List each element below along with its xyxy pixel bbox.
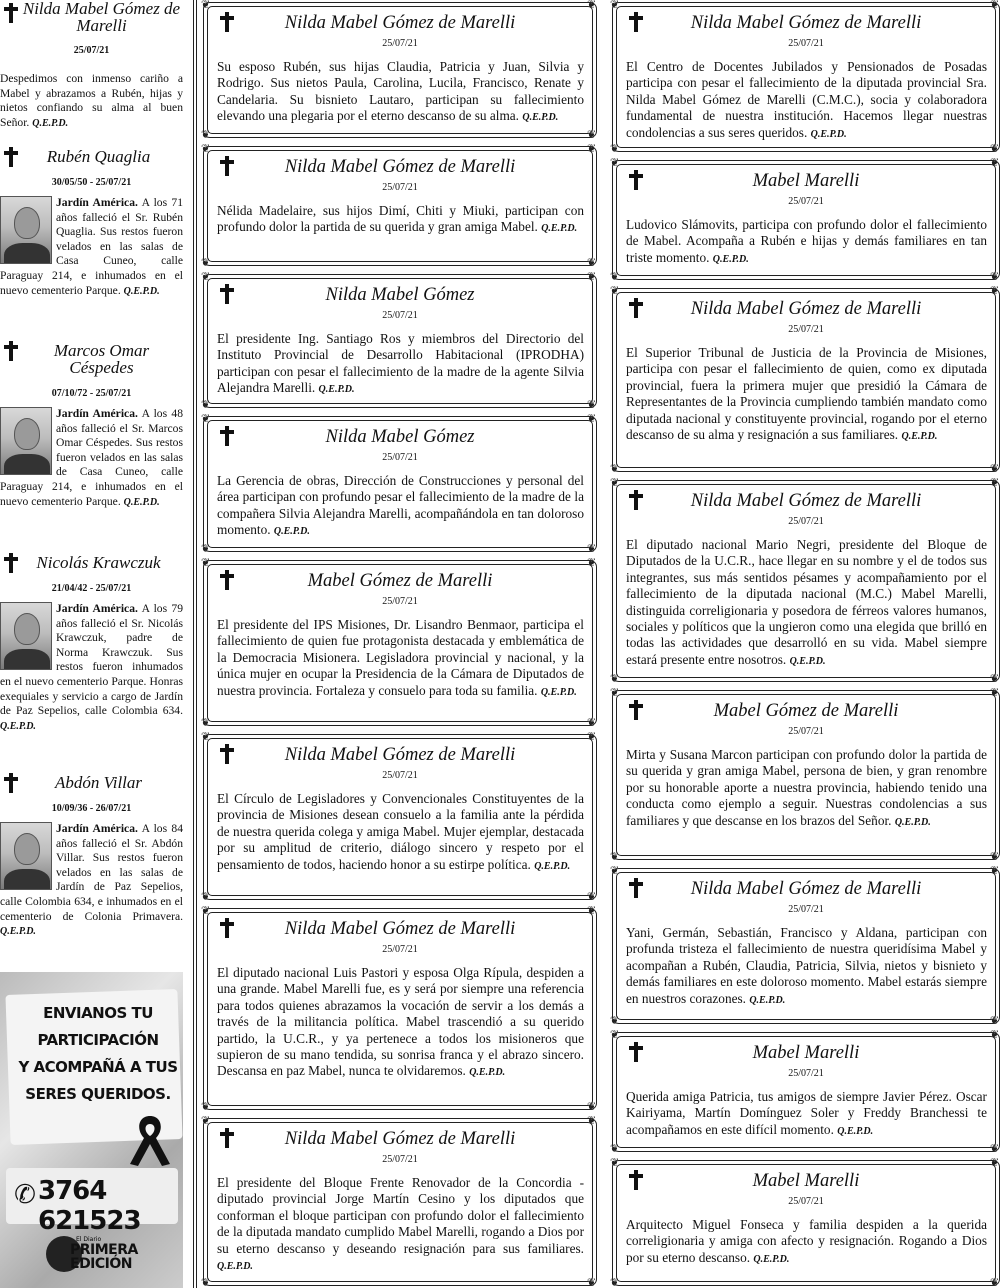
notice-body: Su esposo Rubén, sus hijas Claudia, Patricia y Juan, Silvia y Rodrigo. Sus nietos Paula, Carolina, Lucila, Francisco, Renate y Candelaria. Su bisnieto Lautaro, participan su fallecimiento elevando una plegaria por el eterno descanso de su alma. — [217, 59, 584, 124]
corner-ornament-icon: ❦ — [587, 0, 597, 11]
corner-ornament-icon: ❦ — [587, 904, 597, 917]
corner-ornament-icon: ❦ — [201, 1114, 211, 1127]
obituary-date: 25/07/21 — [73, 45, 110, 56]
corner-ornament-icon: ❦ — [990, 1276, 1000, 1288]
corner-ornament-icon: ❦ — [610, 1276, 620, 1288]
notice-name: Nilda Mabel Gómez de Marelli — [284, 745, 516, 765]
notice-box — [610, 864, 1000, 1027]
notice-text — [613, 345, 999, 445]
ad-headline — [18, 1000, 178, 1108]
cross-icon — [2, 772, 20, 794]
obituary-text — [0, 602, 183, 734]
corner-ornament-icon: ❦ — [587, 398, 597, 411]
corner-ornament-icon: ❦ — [587, 1100, 597, 1113]
left-obituary-column — [0, 0, 183, 1288]
primera-edicion-logo — [46, 1234, 142, 1276]
notice-box — [610, 284, 1000, 475]
qepd-label: Q.E.P.D. — [522, 112, 559, 124]
corner-ornament-icon: ❦ — [610, 0, 620, 11]
notice-date: 25/07/21 — [788, 904, 824, 915]
ad-line-1: ENVIANOS TU — [43, 1004, 153, 1022]
notice-body: Mirta y Susana Marcon participan con profundo dolor la partida de su querida y gran amiga Mabel, persona de bien, y gran renombre por su honorable aporte a nuestra provincia, habiendo tenido una conducta como ejemplo a seguir. Nuestras condolencias a sus familiares y que descanse en los brazos del Señor. — [626, 747, 987, 828]
corner-ornament-icon: ❦ — [201, 142, 211, 155]
obituary-date: 21/04/42 - 25/07/21 — [51, 583, 132, 594]
obituary-date: 07/10/72 - 25/07/21 — [51, 388, 132, 399]
corner-ornament-icon: ❦ — [587, 412, 597, 425]
qepd-label: Q.E.P.D. — [712, 253, 749, 265]
cross-icon — [2, 552, 20, 574]
corner-ornament-icon: ❦ — [201, 0, 211, 11]
notice-text — [613, 217, 999, 268]
cross-icon — [627, 1041, 645, 1063]
qepd-label: Q.E.P.D. — [0, 926, 36, 938]
corner-ornament-icon: ❦ — [990, 864, 1000, 877]
notice-box — [610, 1028, 1000, 1155]
notice-box — [610, 156, 1000, 283]
corner-ornament-icon: ❦ — [201, 270, 211, 283]
cross-icon — [627, 297, 645, 319]
whatsapp-icon: ✆ — [14, 1180, 36, 1209]
notice-body: Nélida Madelaire, sus hijos Dimí, Chiti y Miuki, participan con profundo dolor la partida de su querida y gran amiga Mabel. — [217, 203, 584, 235]
notice-body: El presidente Ing. Santiago Ros y miembros del Directorio del Instituto Provincial de Desarrollo Habitacional (IPRODHA) participan con pesar el fallecimiento de la madre de la agente Silvia Alejandra Marelli. — [217, 331, 584, 396]
qepd-label: Q.E.P.D. — [469, 1067, 506, 1079]
qepd-label: Q.E.P.D. — [749, 994, 786, 1006]
obituary-body: A los 79 años falleció el Sr. Nicolás Krawczuk, padre de Norma Krawczuk. Sus restos fueron inhumados en el nuevo cementerio Parque. Honras exequiales y servicio a cargo de Jardín de Paz Sepelios, calle Colombia 634. — [0, 602, 183, 718]
cross-icon — [627, 11, 645, 33]
corner-ornament-icon: ❦ — [610, 686, 620, 699]
qepd-label: Q.E.P.D. — [789, 655, 826, 667]
cross-icon — [627, 1169, 645, 1191]
corner-ornament-icon: ❦ — [610, 1142, 620, 1155]
obituary-date: 30/05/50 - 25/07/21 — [51, 177, 132, 188]
notice-box — [201, 730, 597, 903]
corner-ornament-icon: ❦ — [201, 128, 211, 141]
obituary-text — [0, 72, 183, 131]
corner-ornament-icon: ❦ — [587, 556, 597, 569]
corner-ornament-icon: ❦ — [587, 730, 597, 743]
notice-body: Ludovico Slámovits, participa con profundo dolor el fallecimiento de Mabel. Acompaña a Rubén e hijas y demás familiares en tan triste momento. — [626, 217, 987, 265]
corner-ornament-icon: ❦ — [610, 864, 620, 877]
notice-date: 25/07/21 — [382, 452, 418, 463]
notice-box — [610, 476, 1000, 685]
cross-icon — [218, 917, 236, 939]
notice-text — [613, 925, 999, 1009]
notice-date: 25/07/21 — [382, 38, 418, 49]
corner-ornament-icon: ❦ — [201, 890, 211, 903]
corner-ornament-icon: ❦ — [201, 730, 211, 743]
notice-name: Mabel Gómez de Marelli — [307, 571, 493, 591]
obituary-name: Nicolás Krawczuk — [36, 553, 161, 572]
corner-ornament-icon: ❦ — [201, 716, 211, 729]
notice-body: El presidente del IPS Misiones, Dr. Lisandro Benmaor, participa el fallecimiento de quien fue protagonista destacada y emblemática de la Democracia Misionera. Legisladora provincial y nacional, y la única mujer en ocupar la Presidencia de la Cámara de Diputados de nuestra provincia. Fortaleza y consuelo para toda su familia. — [217, 617, 584, 698]
qepd-label: Q.E.P.D. — [534, 860, 571, 872]
corner-ornament-icon: ❦ — [610, 1156, 620, 1169]
corner-ornament-icon: ❦ — [990, 0, 1000, 11]
notice-box — [610, 1156, 1000, 1288]
obituary-text — [0, 822, 183, 940]
deceased-photo — [0, 407, 52, 475]
cross-icon — [218, 1127, 236, 1149]
corner-ornament-icon: ❦ — [587, 256, 597, 269]
notice-name: Nilda Mabel Gómez de Marelli — [284, 157, 516, 177]
notice-date: 25/07/21 — [788, 196, 824, 207]
notice-date: 25/07/21 — [788, 324, 824, 335]
notice-text — [613, 747, 999, 831]
qepd-label: Q.E.P.D. — [753, 1253, 790, 1265]
corner-ornament-icon: ❦ — [990, 462, 1000, 475]
deceased-photo — [0, 196, 52, 264]
cross-icon — [2, 340, 20, 362]
mourning-ribbon-icon — [122, 1112, 178, 1168]
ad-phone-number[interactable]: 3764 621523 — [38, 1176, 141, 1236]
notice-text — [613, 1217, 999, 1268]
cross-icon — [2, 2, 20, 24]
corner-ornament-icon: ❦ — [587, 142, 597, 155]
notice-date: 25/07/21 — [788, 38, 824, 49]
notice-name: Nilda Mabel Gómez de Marelli — [284, 13, 516, 33]
notice-text — [613, 537, 999, 670]
notice-name: Nilda Mabel Gómez de Marelli — [690, 299, 922, 319]
corner-ornament-icon: ❦ — [990, 1156, 1000, 1169]
notice-name: Nilda Mabel Gómez de Marelli — [284, 919, 516, 939]
qepd-label: Q.E.P.D. — [0, 720, 36, 732]
corner-ornament-icon: ❦ — [990, 1014, 1000, 1027]
ad-line-2: PARTICIPACIÓN — [37, 1031, 159, 1049]
obituary-body: Despedimos con inmenso cariño a Mabel y abrazamos a Rubén, hijas y nietos confiando su alma al buen Señor. — [0, 72, 183, 129]
corner-ornament-icon: ❦ — [610, 156, 620, 169]
obituary-body: A los 48 años falleció el Sr. Marcos Omar Céspedes. Sus restos fueron velados en las salas de Casa Cuneo, calle Paraguay 214, e inhumados en el nuevo cementerio Parque. — [0, 407, 183, 508]
notice-text — [204, 331, 596, 399]
notice-body: El presidente del Bloque Frente Renovador de la Concordia - diputado provincial Jorge Martín Cesino y los diputados que conforman el bloque participan con profundo dolor el fallecimiento de la diputada mandato cumplido Mabel Marelli, rogando a Dios por su eterno descanso y deseando resignación para sus familiares. — [217, 1175, 584, 1256]
obituary-entry — [0, 144, 183, 299]
corner-ornament-icon: ❦ — [201, 904, 211, 917]
corner-ornament-icon: ❦ — [201, 1276, 211, 1288]
notice-text — [204, 791, 596, 875]
notice-name: Nilda Mabel Gómez de Marelli — [690, 13, 922, 33]
qepd-label: Q.E.P.D. — [123, 285, 160, 297]
qepd-label: Q.E.P.D. — [894, 816, 931, 828]
corner-ornament-icon: ❦ — [587, 1114, 597, 1127]
notice-name: Nilda Mabel Gómez de Marelli — [690, 879, 922, 899]
notice-body: El diputado nacional Luis Pastori y esposa Olga Rípula, despiden a una grande. Mabel Marelli fue, es y será por siempre una referencia para todos quienes abrazamos la vocación de servir a los demás a través de la militancia política. Mabel trascendió a su querido partido, la U.C.R., y ya pertenece a todos los misioneros que supieron de su mano tendida, su sonrisa franca y el abrazo sincero. Descansa en paz Mabel, nunca te olvidaremos. — [217, 965, 584, 1079]
obituary-body: A los 71 años falleció el Sr. Rubén Quaglia. Sus restos fueron velados en las salas de Casa Cuneo, calle Paraguay 214, e inhumados en el nuevo cementerio Parque. — [0, 196, 183, 297]
notice-name: Nilda Mabel Gómez — [325, 427, 475, 447]
corner-ornament-icon: ❦ — [201, 556, 211, 569]
notice-text — [204, 1175, 596, 1275]
obituary-body: A los 84 años falleció el Sr. Abdón Villar. Sus restos fueron velados en las salas de Jardín de Paz Sepelios, calle Colombia 634, e inhumados en el cementerio de Colonia Primavera. — [0, 822, 183, 923]
notice-date: 25/07/21 — [788, 1196, 824, 1207]
notice-date: 25/07/21 — [788, 726, 824, 737]
notice-body: El Centro de Docentes Jubilados y Pensionados de Posadas participa con pesar el fallecimiento de la diputada provincial Sra. Nilda Mabel Gómez de Marelli (C.M.C.), socia y colaboradora fundamental de nuestra institución. Hacemos llegar nuestras condolencias a sus seres queridos. — [626, 59, 987, 140]
ad-line-3: Y ACOMPAÑÁ A TUS — [18, 1058, 178, 1076]
notice-box — [610, 0, 1000, 155]
notice-date: 25/07/21 — [382, 1154, 418, 1165]
corner-ornament-icon: ❦ — [587, 128, 597, 141]
notice-body: La Gerencia de obras, Dirección de Construcciones y personal del área participan con profundo pesar el fallecimiento de la madre de la compañera Silvia Alejandra Marelli, acompañándola en tan doloroso momento. — [217, 473, 584, 538]
notice-date: 25/07/21 — [382, 596, 418, 607]
corner-ornament-icon: ❦ — [587, 1276, 597, 1288]
obituary-text — [0, 407, 183, 510]
notice-box — [201, 412, 597, 555]
corner-ornament-icon: ❦ — [610, 850, 620, 863]
cross-icon — [218, 743, 236, 765]
notice-box — [201, 270, 597, 411]
obituary-location: Jardín América. — [56, 407, 138, 420]
qepd-label: Q.E.P.D. — [32, 117, 69, 129]
notice-text — [613, 1089, 999, 1140]
deceased-photo — [0, 822, 52, 890]
obituary-entry — [0, 770, 183, 940]
notice-text — [204, 617, 596, 701]
corner-ornament-icon: ❦ — [610, 284, 620, 297]
corner-ornament-icon: ❦ — [990, 156, 1000, 169]
qepd-label: Q.E.P.D. — [273, 526, 310, 538]
qepd-label: Q.E.P.D. — [541, 223, 578, 235]
corner-ornament-icon: ❦ — [990, 270, 1000, 283]
notice-name: Mabel Marelli — [752, 1043, 860, 1063]
corner-ornament-icon: ❦ — [990, 284, 1000, 297]
notice-box — [610, 686, 1000, 863]
notice-body: El diputado nacional Mario Negri, presidente del Bloque de Diputados de la U.C.R., hace llegar en su nombre y el de todos sus integrantes, sus más sentidos pésames y acompañamiento por el fallecimiento de la diputada nacional (M.C.) Mabel Marelli, distinguida correligionaria y posedora de férreos valores humanos, sociales y políticos que la ungieron como una elegida que brilló en todas las actividades que desarrolló en su vida. Mabel siempre estará presente entre nosotros. — [626, 537, 987, 667]
corner-ornament-icon: ❦ — [610, 672, 620, 685]
ad-line-4: SERES QUERIDOS. — [25, 1085, 171, 1103]
qepd-label: Q.E.P.D. — [540, 686, 577, 698]
qepd-label: Q.E.P.D. — [318, 384, 355, 396]
cross-icon — [218, 283, 236, 305]
obituary-location: Jardín América. — [56, 196, 138, 209]
notice-date: 25/07/21 — [382, 770, 418, 781]
notice-box — [201, 904, 597, 1113]
cross-icon — [627, 699, 645, 721]
notice-text — [204, 59, 596, 127]
obituary-entry — [0, 338, 183, 510]
notice-date: 25/07/21 — [788, 1068, 824, 1079]
notice-name: Mabel Marelli — [752, 171, 860, 191]
cross-icon — [627, 489, 645, 511]
corner-ornament-icon: ❦ — [990, 1028, 1000, 1041]
notice-box — [201, 1114, 597, 1288]
obituary-entry — [0, 550, 183, 734]
cross-icon — [218, 155, 236, 177]
cross-icon — [218, 11, 236, 33]
notice-body: El Superior Tribunal de Justicia de la Provincia de Misiones, participa con pesar el fallecimiento de quien, como ex diputada provincial, fuera la primera mujer que presidió la Cámara de Representantes de la Provincia cumpliendo también mandato como diputada nacional y constituyente provincial, rogando por el eterno descanso de su alma y resignación a sus familiares. — [626, 345, 987, 443]
obituary-name: Rubén Quaglia — [46, 147, 151, 166]
qepd-label: Q.E.P.D. — [837, 1125, 874, 1137]
notice-text — [204, 965, 596, 1082]
corner-ornament-icon: ❦ — [610, 1028, 620, 1041]
notice-body: Querida amiga Patricia, tus amigos de siempre Javier Pérez. Oscar Kairiyama, Martín Domínguez Soler y Freddy Branchessi te acompañamos en este difícil momento. — [626, 1089, 987, 1137]
notice-name: Nilda Mabel Gómez de Marelli — [690, 491, 922, 511]
notice-text — [204, 203, 596, 238]
cross-icon — [218, 569, 236, 591]
corner-ornament-icon: ❦ — [610, 462, 620, 475]
notice-date: 25/07/21 — [382, 944, 418, 955]
obituary-entry — [0, 0, 183, 131]
obituary-name: Abdón Villar — [54, 773, 143, 792]
notice-box — [201, 142, 597, 269]
corner-ornament-icon: ❦ — [587, 270, 597, 283]
corner-ornament-icon: ❦ — [587, 890, 597, 903]
notice-date: 25/07/21 — [382, 182, 418, 193]
corner-ornament-icon: ❦ — [201, 542, 211, 555]
notice-date: 25/07/21 — [382, 310, 418, 321]
logo-small-text: El Diario — [76, 1236, 102, 1243]
obituary-name: Nilda Mabel Gómez de Marelli — [22, 0, 181, 35]
deceased-photo — [0, 602, 52, 670]
column-divider — [193, 0, 197, 1288]
notice-text — [204, 473, 596, 541]
corner-ornament-icon: ❦ — [587, 716, 597, 729]
notice-name: Nilda Mabel Gómez — [325, 285, 475, 305]
notice-body: El Círculo de Legisladores y Convencionales Constituyentes de la provincia de Misiones desean consuelo a la familia ante la pérdida de nuestra querida colega y amiga Mabel. Mujer ejemplar, destacada por su amplitud de criterio, diálogo sincero y respeto por el pensamiento de todos, haciendo honor a su estirpe política. — [217, 791, 584, 872]
corner-ornament-icon: ❦ — [201, 1100, 211, 1113]
qepd-label: Q.E.P.D. — [901, 431, 938, 443]
notice-body: Yani, Germán, Sebastián, Francisco y Aldana, participan con profunda tristeza el fallecimiento de nuestra queridísima Mabel y acompañan a Rubén, Claudia, Patricia, Silvia, nietos y bisnieto y demás familiares en este doloroso momento. Mabel estarás siempre en nuestros corazones. — [626, 925, 987, 1006]
corner-ornament-icon: ❦ — [610, 476, 620, 489]
corner-ornament-icon: ❦ — [610, 142, 620, 155]
corner-ornament-icon: ❦ — [201, 256, 211, 269]
notice-name: Mabel Gómez de Marelli — [713, 701, 899, 721]
notice-name: Nilda Mabel Gómez de Marelli — [284, 1129, 516, 1149]
obituary-name: Marcos Omar Céspedes — [53, 341, 150, 377]
qepd-label: Q.E.P.D. — [217, 1261, 253, 1273]
corner-ornament-icon: ❦ — [990, 1142, 1000, 1155]
cross-icon — [627, 169, 645, 191]
obituary-location: Jardín América. — [56, 822, 138, 835]
corner-ornament-icon: ❦ — [201, 412, 211, 425]
logo-text-1: PRIMERA — [70, 1242, 138, 1258]
cross-icon — [2, 146, 20, 168]
notice-date: 25/07/21 — [788, 516, 824, 527]
notice-text — [613, 59, 999, 143]
notice-box — [201, 556, 597, 729]
corner-ornament-icon: ❦ — [990, 686, 1000, 699]
corner-ornament-icon: ❦ — [587, 542, 597, 555]
corner-ornament-icon: ❦ — [201, 398, 211, 411]
obituary-date: 10/09/36 - 26/07/21 — [51, 803, 132, 814]
obituary-text — [0, 196, 183, 299]
corner-ornament-icon: ❦ — [610, 1014, 620, 1027]
notice-box — [201, 0, 597, 141]
notice-body: Arquitecto Miguel Fonseca y familia despiden a la querida correligionaria y amiga con afecto y resignación. Rogando a Dios por su eterno descanso. — [626, 1217, 987, 1265]
qepd-label: Q.E.P.D. — [810, 128, 847, 140]
notice-name: Mabel Marelli — [752, 1171, 860, 1191]
corner-ornament-icon: ❦ — [990, 672, 1000, 685]
logo-text-2: EDICIÓN — [70, 1256, 132, 1272]
corner-ornament-icon: ❦ — [990, 850, 1000, 863]
qepd-label: Q.E.P.D. — [123, 496, 160, 508]
participation-ad — [0, 972, 183, 1288]
corner-ornament-icon: ❦ — [610, 270, 620, 283]
corner-ornament-icon: ❦ — [990, 476, 1000, 489]
cross-icon — [218, 425, 236, 447]
corner-ornament-icon: ❦ — [990, 142, 1000, 155]
obituary-location: Jardín América. — [56, 602, 138, 615]
cross-icon — [627, 877, 645, 899]
